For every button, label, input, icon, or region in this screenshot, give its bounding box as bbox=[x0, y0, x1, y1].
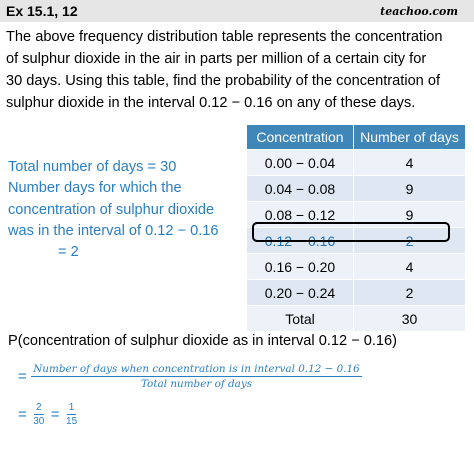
result-fraction bbox=[31, 402, 46, 427]
concentration-cell: 0.04 − 0.08 bbox=[247, 176, 354, 202]
table-header-row bbox=[247, 125, 466, 150]
days-cell: 9 bbox=[354, 202, 466, 228]
header-concentration: Concentration bbox=[247, 125, 354, 150]
solution-text bbox=[8, 157, 243, 263]
equals-sign: = bbox=[18, 406, 27, 423]
days-cell: 4 bbox=[354, 150, 466, 176]
table-row bbox=[247, 176, 466, 202]
total-value-cell: 30 bbox=[354, 306, 466, 332]
final-denominator: 15 bbox=[66, 416, 78, 427]
days-cell: 9 bbox=[354, 176, 466, 202]
question-line: of sulphur dioxide in the air in parts per million of a certain city for bbox=[6, 51, 427, 67]
solution-line: Total number of days = 30 bbox=[8, 159, 177, 175]
header-bar bbox=[0, 0, 474, 22]
table-row bbox=[247, 280, 466, 306]
header-number-of-days: Number of days bbox=[354, 125, 466, 150]
exercise-title: Ex 15.1, 12 bbox=[6, 3, 78, 19]
brand-logo: teachoo.com bbox=[380, 5, 458, 18]
question-text bbox=[6, 26, 470, 114]
days-cell: 4 bbox=[354, 254, 466, 280]
formula-numerator: Number of days when concentration is in interval 0.12 − 0.16 bbox=[33, 363, 360, 375]
question-line: 30 days. Using this table, find the probability of the concentration of bbox=[6, 73, 441, 89]
question-line: sulphur dioxide in the interval 0.12 − 0.16 on any of these days. bbox=[6, 95, 416, 111]
final-fraction bbox=[64, 402, 79, 427]
table-row bbox=[247, 150, 466, 176]
concentration-cell: 0.12 − 0.16 bbox=[247, 228, 354, 254]
result-denominator: 30 bbox=[33, 416, 45, 427]
solution-answer: = 2 bbox=[58, 244, 79, 261]
total-label-cell: Total bbox=[247, 306, 354, 332]
concentration-cell: 0.16 − 0.20 bbox=[247, 254, 354, 280]
equals-sign: = bbox=[18, 368, 27, 385]
result-numerator: 2 bbox=[36, 402, 42, 413]
days-cell: 2 bbox=[354, 228, 466, 254]
equals-sign: = bbox=[50, 406, 60, 423]
formula-denominator: Total number of days bbox=[140, 378, 253, 390]
formula-fraction bbox=[31, 363, 362, 390]
table-row bbox=[247, 254, 466, 280]
solution-line: Number days for which the bbox=[8, 180, 182, 197]
concentration-cell: 0.08 − 0.12 bbox=[247, 202, 354, 228]
probability-statement: P(concentration of sulphur dioxide as in interval 0.12 − 0.16) bbox=[8, 333, 397, 349]
probability-result bbox=[18, 402, 79, 427]
probability-formula bbox=[18, 363, 362, 390]
days-cell: 2 bbox=[354, 280, 466, 306]
concentration-cell: 0.20 − 0.24 bbox=[247, 280, 354, 306]
table-total-row bbox=[247, 306, 466, 332]
highlight-box bbox=[252, 222, 450, 242]
final-numerator: 1 bbox=[68, 402, 75, 413]
question-line: The above frequency distribution table represents the concentration bbox=[6, 29, 443, 45]
solution-line: was in the interval of 0.12 − 0.16 bbox=[8, 222, 219, 239]
solution-line: concentration of sulphur dioxide bbox=[8, 201, 215, 218]
concentration-cell: 0.00 − 0.04 bbox=[247, 150, 354, 176]
